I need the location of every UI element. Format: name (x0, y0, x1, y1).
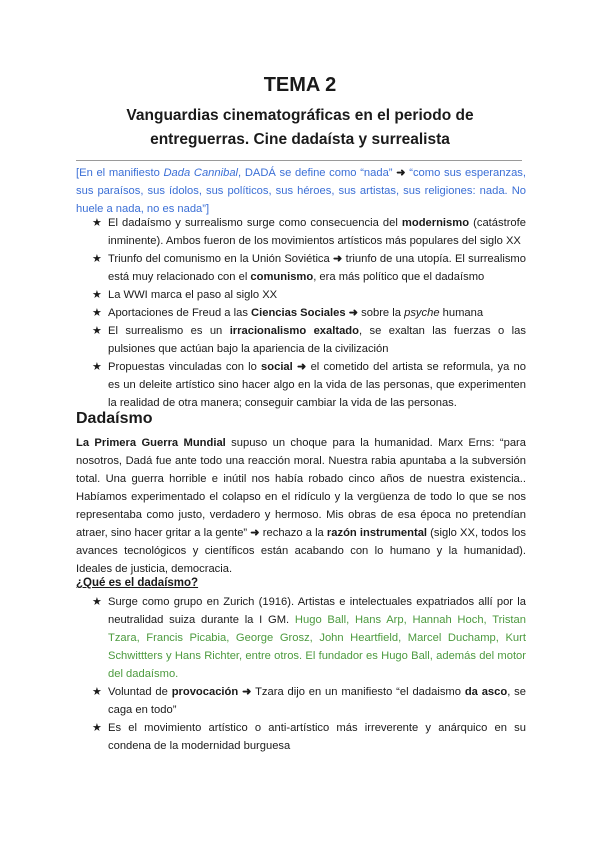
text: El surrealismo es un (108, 325, 230, 337)
subtitle-line-1: Vanguardias cinematográficas en el periodo de (126, 107, 474, 124)
list-item (92, 719, 526, 755)
arrow-icon: ➜ (296, 361, 307, 373)
arrow-icon: ➜ (348, 307, 359, 319)
star-bullet-icon: ★ (92, 722, 102, 734)
star-bullet-icon: ★ (92, 307, 102, 319)
arrow-icon: ➜ (250, 527, 260, 539)
page-title: TEMA 2 (263, 74, 337, 96)
list-item (92, 322, 526, 358)
bold-text: provocación (171, 686, 239, 698)
note-italic-title: Dada Cannibal (163, 167, 239, 179)
star-bullet-icon: ★ (92, 686, 102, 698)
text: , se caga en todo” (108, 686, 526, 716)
text: , se exaltan las fuerzas o las pulsiones que actúan bajo la apariencia de la civilización (108, 325, 526, 355)
bold-text: da asco (464, 686, 508, 698)
text: Voluntad de (108, 686, 172, 698)
text: , era más político que el dadaísmo (313, 271, 485, 283)
text: triunfo de una utopía. El surrealismo está muy relacionado con el (108, 253, 526, 283)
text: Triunfo del comunismo en la Unión Soviética (108, 253, 333, 265)
arrow-icon: ➜ (332, 253, 343, 265)
text: Es el movimiento artístico o anti-artístico más irreverente y anárquico en su condena de la modernidad burguesa (108, 722, 526, 752)
text: Surge como grupo en Zurich (1916). Artistas e intelectuales expatriados allí por la neutralidad suiza durante la I GM. (108, 596, 526, 626)
bold-text: social (261, 361, 293, 373)
manifesto-note (76, 164, 526, 218)
list-item (92, 214, 526, 250)
arrow-icon: ➜ (242, 686, 252, 698)
star-bullet-icon: ★ (92, 325, 102, 337)
bold-text: La Primera Guerra Mundial (76, 437, 226, 449)
text: supuso un choque para la humanidad. Marx Erns: “para nosotros, Dadá fue ante todo una reacción moral. Nuestra rabia apuntaba a la subversión total. Una guerra horrible e inútil nos había robado cinco años de nuestra existencia.. Habíamos experimentado el colapso en el ridículo y la vergüenza de todo lo que se nos representaba como justo, verdadero y hermoso. Mis obras de esa época no pretendían atraer, sino hacer gritar a la gente” (76, 437, 526, 539)
list-item (92, 683, 526, 719)
bold-text: comunismo (250, 271, 314, 283)
text: Tzara dijo en un manifiesto “el dadaismo (251, 686, 465, 698)
star-bullet-icon: ★ (92, 361, 102, 373)
note-quote: “como sus esperanzas, sus paraísos, sus ídolos, sus políticos, sus héroes, sus artistas, sus religiones: nada. No huele a nada, no es nada” (76, 167, 526, 215)
list-item (92, 250, 526, 286)
bold-text: Ciencias Sociales (251, 307, 346, 319)
bold-text: irracionalismo exaltado (229, 325, 359, 337)
artist-names: Hugo Ball, Hans Arp, Hannah Hoch, Tristan Tzara, Francis Picabia, George Grosz, John Heartfield, Marcel Duchamp, Kurt Schwittters y Hans Richter, entre otros. El fundador es Hugo Ball, además del motor del dadaísmo. (108, 614, 526, 680)
text: humana (439, 307, 484, 319)
star-bullet-icon: ★ (92, 253, 102, 265)
text: (catástrofe inminente). Ambos fueron de los movimientos artísticos más populares del siglo XX (108, 217, 526, 247)
note-text: [En el manifiesto (76, 167, 164, 179)
section-heading-dadaismo: Dadaísmo (76, 410, 153, 427)
text: El dadaísmo y surrealismo surge como consecuencia del (108, 217, 402, 229)
bold-text: razón instrumental (326, 527, 428, 539)
dadaismo-paragraph (76, 434, 526, 578)
text: (siglo XX, todos los avances tecnológicos y científicos están acabando con lo humano y la humanidad). Ideales de justicia, democracia. (76, 527, 526, 575)
text: sobre la (358, 307, 405, 319)
list-item (92, 304, 526, 322)
subheading-que-es: ¿Qué es el dadaísmo? (76, 577, 199, 589)
header-divider (76, 160, 522, 161)
text: el cometido del artista se reformula, ya no es un deleite artístico sino hacer algo en la vida de las personas, que experimenten la realidad de otra manera; conseguir cambiar la vida de las personas. (108, 361, 526, 409)
text: Propuestas vinculadas con lo (108, 361, 262, 373)
list-item (92, 593, 526, 683)
note-text: , DADÁ se define como “nada” (238, 167, 397, 179)
italic-text: psyche (404, 307, 440, 319)
text: rechazo a la (259, 527, 327, 539)
subtitle-line-2: entreguerras. Cine dadaísta y surrealista (150, 131, 450, 148)
list-item (92, 286, 526, 304)
text: Aportaciones de Freud a las (108, 307, 252, 319)
star-bullet-icon: ★ (92, 289, 102, 301)
page-subtitle (60, 104, 540, 152)
list-item (92, 358, 526, 412)
note-text: ] (206, 203, 210, 215)
intro-bullet-list (92, 214, 526, 412)
star-bullet-icon: ★ (92, 217, 102, 229)
bold-text: modernismo (401, 217, 470, 229)
text: La WWI marca el paso al siglo XX (108, 289, 278, 301)
dadaismo-bullet-list (92, 593, 526, 755)
arrow-icon: ➜ (396, 167, 406, 179)
star-bullet-icon: ★ (92, 596, 102, 608)
